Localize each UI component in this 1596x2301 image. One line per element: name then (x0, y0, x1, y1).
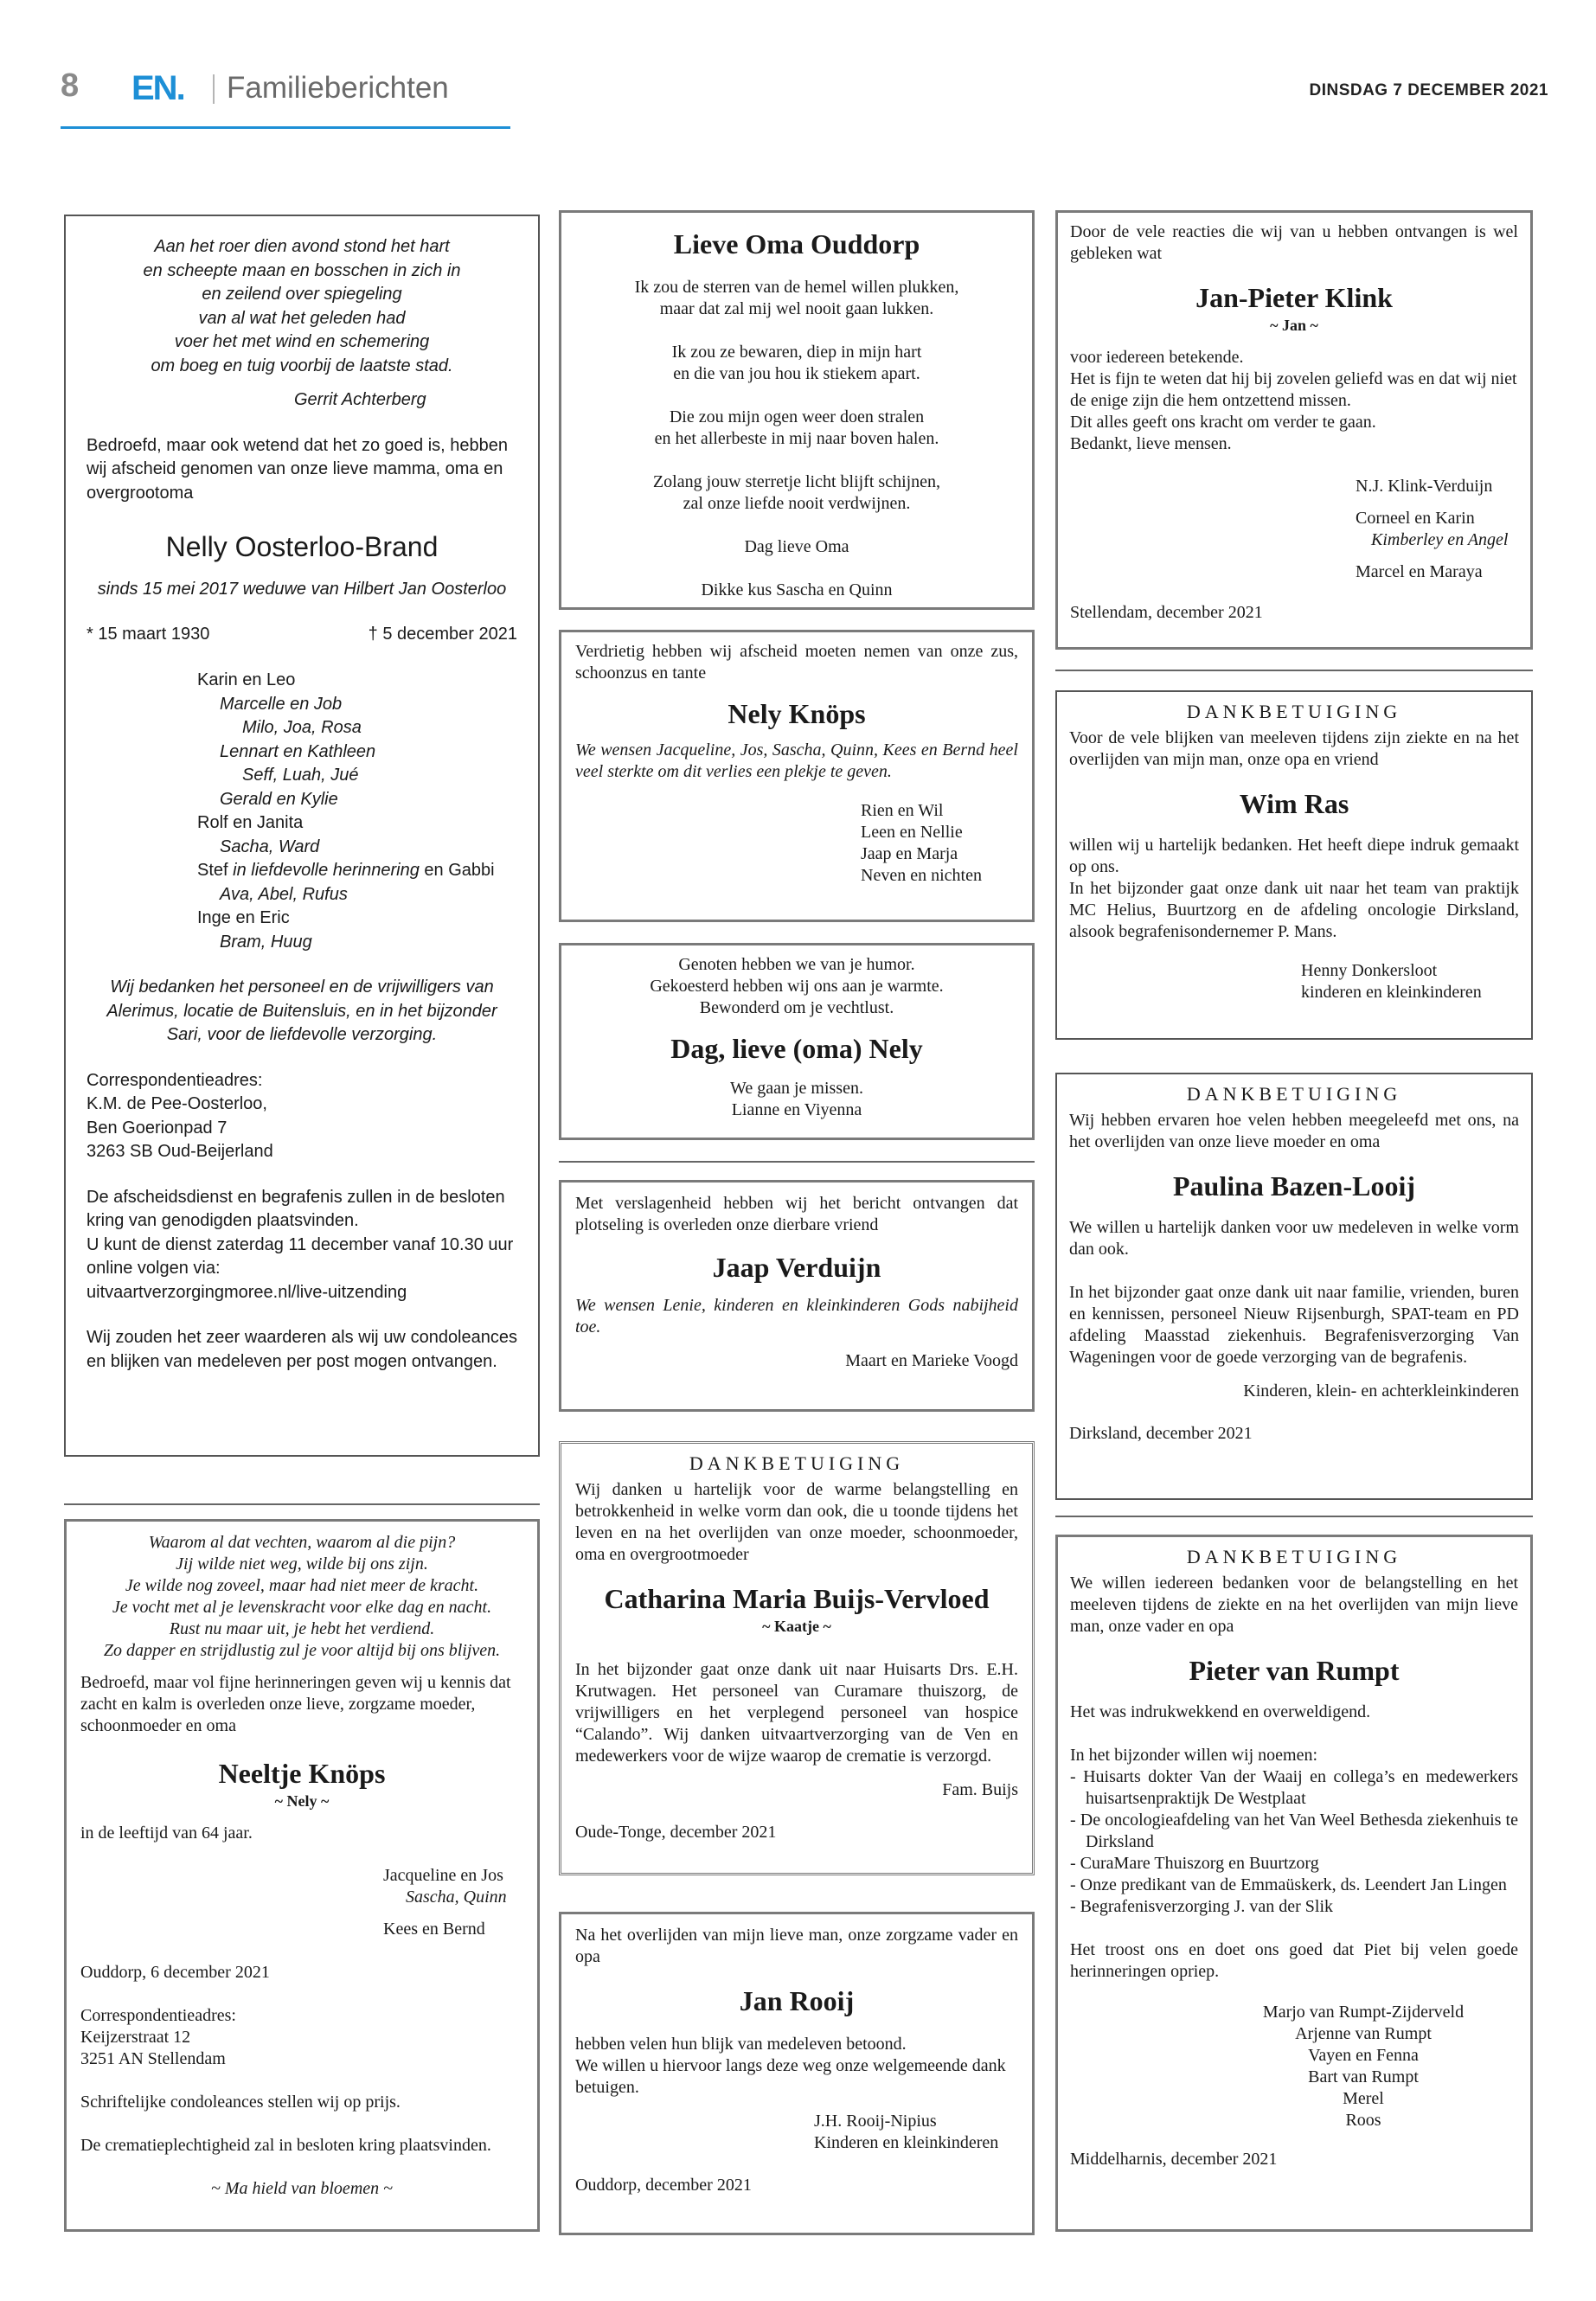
tribute-line: Genoten hebben we van je humor. (678, 955, 915, 974)
family-line: Inge en Eric (197, 908, 290, 927)
signatory: Leen en Nellie (861, 823, 963, 842)
poem-line: Ik zou de sterren van de hemel willen plukken, (634, 278, 959, 297)
notice-nely-knops (559, 630, 1035, 922)
poem-line: om boeg en tuig voorbij de laatste stad. (151, 356, 453, 375)
signatory: Kimberley en Angel (1371, 530, 1509, 549)
signatory: Marjo van Rumpt-Zijderveld (1262, 2003, 1465, 2022)
signature: Fam. Buijs (942, 1780, 1018, 1799)
signatory: Jacqueline en Jos (383, 1866, 503, 1885)
condolence-note: Schriftelijke condoleances stellen wij op prijs. (80, 2093, 401, 2112)
family-line: Milo, Joa, Rosa (242, 718, 362, 737)
deceased-name: Nelly Oosterloo-Brand (165, 531, 439, 562)
signatories (383, 1865, 523, 1940)
signatory: Jaap en Marja (861, 844, 958, 863)
deceased-name: Nely Knöps (727, 698, 866, 729)
tribute-line: Gekoesterd hebben wij ons aan je warmte. (650, 977, 944, 996)
family-line: Seff, Luah, Jué (242, 766, 359, 785)
thanks-body: We willen u hiervoor langs deze weg onze welgemeende dank betuigen. (575, 2056, 1006, 2097)
poet: Gerrit Achterberg (294, 390, 426, 409)
deceased-name: Wim Ras (1239, 788, 1349, 819)
list-intro: In het bijzonder willen wij noemen: (1070, 1746, 1318, 1765)
thanks-body: voor iedereen betekende. (1070, 348, 1244, 367)
tribute-line: Bewonderd om je vechtlust. (699, 998, 894, 1017)
deceased-name: Jaap Verduijn (712, 1252, 881, 1283)
notice-oosterloo (64, 215, 540, 1457)
dankbetuiging-label: DANKBETUIGING (689, 1452, 905, 1474)
signatory: N.J. Klink-Verduijn (1356, 477, 1493, 496)
family-list (197, 669, 517, 954)
poem (80, 1532, 523, 1662)
address-line: 3263 SB Oud-Beijerland (87, 1142, 273, 1161)
notice-title: Dag, lieve (oma) Nely (670, 1033, 923, 1064)
signatories (1301, 960, 1519, 1003)
service-text: De afscheidsdienst en begrafenis zullen in de besloten kring van genodigden plaatsvinden. (87, 1187, 505, 1230)
signatory: Rien en Wil (861, 801, 944, 820)
widow-line: sinds 15 mei 2017 weduwe van Hilbert Jan Oosterloo (97, 580, 507, 599)
deceased-name: Jan Rooij (739, 1985, 855, 2016)
signatories (1208, 2002, 1518, 2131)
signatory: Henny Donkersloot (1301, 961, 1438, 980)
correspondence-address (80, 2005, 523, 2070)
notice-oma-ouddorp (559, 210, 1035, 610)
dankbetuiging-label: DANKBETUIGING (1186, 1546, 1402, 1567)
column-divider (1055, 1516, 1533, 1517)
signatory: Corneel en Karin (1356, 509, 1475, 528)
notice-jan-rooij (559, 1912, 1035, 2235)
signatory: Arjenne van Rumpt (1295, 2024, 1432, 2043)
family-line: Bram, Huug (220, 932, 312, 952)
poem-line: Ik zou ze bewaren, diep in mijn hart (671, 343, 922, 362)
section-title: Familieberichten (227, 71, 449, 105)
family-name: Stef (197, 861, 228, 880)
intro-text: We willen iedereen bedanken voor de belangstelling en het meeleven tijdens de ziekte en na het overlijden van mijn lieve man, onze vader en opa (1070, 1574, 1518, 1636)
family-line (197, 859, 517, 883)
address-line: Ben Goerionpad 7 (87, 1118, 228, 1138)
deceased-name: Paulina Bazen-Looij (1172, 1170, 1415, 1202)
poem-line: Zo dapper en strijdlustig zul je voor altijd bij ons blijven. (103, 1641, 501, 1660)
thanks-body: willen wij u hartelijk bedanken. Het heeft diepe indruk gemaakt op ons. (1069, 836, 1519, 876)
family-line: Ava, Abel, Rufus (220, 884, 348, 904)
nickname: ~ Jan ~ (1270, 317, 1318, 334)
poem-line: Jij wilde niet weg, wilde bij ons zijn. (176, 1554, 428, 1574)
signatory: Bart van Rumpt (1308, 2067, 1419, 2086)
intro-text: Na het overlijden van mijn lieve man, onze zorgzame vader en opa (575, 1926, 1018, 1966)
livestream-link[interactable]: uitvaartverzorgingmoree.nl/live-uitzending (87, 1282, 407, 1302)
notice-wim-ras (1055, 690, 1533, 1040)
en-logo[interactable]: EN. (131, 69, 184, 107)
list-item: - Onze predikant van de Emmaüskerk, ds. Leendert Jan Lingen (1070, 1875, 1507, 1894)
thanks-body: Het is fijn te weten dat hij bij zovelen geliefd was en dat wij niet de enige zijn die hem ontzettend missen. (1070, 369, 1517, 410)
deceased-name: Catharina Maria Buijs-Vervloed (604, 1583, 990, 1614)
signatory: Sascha, Quinn (406, 1888, 507, 1907)
thanks-body: In het bijzonder gaat onze dank uit naar Huisarts Drs. E.H. Krutwagen. Het personeel van Curamare thuiszorg, de vrijwilligers en het verplegend personeel van hospice “Calando”. Wij danken uitvaartverzorging van de Ven en medewerkers voor de wijze waarop de crematie is verzorgd. (575, 1660, 1018, 1766)
dankbetuiging-label: DANKBETUIGING (1186, 1083, 1402, 1105)
address-line: Correspondentieadres: (87, 1070, 263, 1090)
signatories (1356, 476, 1518, 583)
dates-row (87, 623, 517, 647)
deceased-name: Neeltje Knöps (218, 1758, 386, 1789)
place-date: Dirksland, december 2021 (1069, 1424, 1253, 1443)
motto: ~ Ma hield van bloemen ~ (211, 2179, 393, 2198)
notice-paulina-bazen-looij (1055, 1073, 1533, 1500)
thanks-text: Wij bedanken het personeel en de vrijwilligers van Alerimus, locatie de Buitensluis, en in het bijzonder Sari, voor de liefdevolle verzorging. (106, 977, 497, 1044)
family-line: Lennart en Kathleen (220, 741, 376, 761)
nickname: ~ Nely ~ (274, 1792, 330, 1810)
impressed-line: Het was indrukwekkend en overweldigend. (1070, 1702, 1371, 1721)
family-line: Sacha, Ward (220, 836, 320, 856)
notice-neeltje (64, 1519, 540, 2232)
thanks-list (1070, 1766, 1518, 1918)
signature: Lianne en Viyenna (731, 1100, 862, 1119)
address-line: 3251 AN Stellendam (80, 2049, 226, 2068)
poem-line: Je wilde nog zoveel, maar had niet meer de kracht. (125, 1576, 479, 1595)
header-divider (213, 74, 215, 104)
poem-line: zal onze liefde nooit verdwijnen. (683, 494, 911, 513)
signatory: Marcel en Maraya (1356, 562, 1483, 581)
intro-text: Wij hebben ervaren hoe velen hebben meegeleefd met ons, na het overlijden van onze lieve moeder en oma (1069, 1111, 1519, 1151)
place-date: Middelharnis, december 2021 (1070, 2150, 1278, 2169)
notice-title: Lieve Oma Ouddorp (673, 228, 920, 260)
thanks-body: Dit alles geeft ons kracht om verder te gaan. (1070, 413, 1376, 432)
list-item: - CuraMare Thuiszorg en Buurtzorg (1070, 1854, 1319, 1873)
poem-line: Rust nu maar uit, je hebt het verdiend. (169, 1619, 435, 1638)
poem (87, 235, 517, 378)
poem-line: maar dat zal mij wel nooit gaan lukken. (659, 299, 934, 318)
poem-line: Aan het roer dien avond stond het hart (154, 237, 450, 256)
signature: Maart en Marieke Voogd (845, 1351, 1018, 1370)
poem-line: Waarom al dat vechten, waarom al die pijn? (148, 1533, 456, 1552)
family-line: Karin en Leo (197, 670, 296, 689)
signatories (814, 2111, 1018, 2154)
service-text: U kunt de dienst zaterdag 11 december vanaf 10.30 uur online volgen via: (87, 1234, 514, 1278)
poem-line: voer het met wind en schemering (174, 332, 430, 351)
dankbetuiging-label: DANKBETUIGING (1186, 701, 1402, 722)
notice-jaap-verduijn (559, 1180, 1035, 1412)
issue-date: DINSDAG 7 DECEMBER 2021 (1309, 81, 1548, 99)
address-line: Keijzerstraat 12 (80, 2028, 191, 2047)
signatory: J.H. Rooij-Nipius (814, 2112, 937, 2131)
place-date: Ouddorp, december 2021 (575, 2176, 752, 2195)
notice-catharina (559, 1441, 1035, 1875)
nickname: ~ Kaatje ~ (762, 1618, 831, 1635)
thanks-body: Bedankt, lieve mensen. (1070, 434, 1232, 453)
place-date: Ouddorp, 6 december 2021 (80, 1963, 270, 1982)
signatory: Kinderen en kleinkinderen (814, 2133, 999, 2152)
address-line: Correspondentieadres: (80, 2006, 236, 2025)
poem-line: en die van jou hou ik stiekem apart. (673, 364, 920, 383)
place-date: Stellendam, december 2021 (1070, 603, 1263, 622)
intro-text: Voor de vele blijken van meeleven tijdens zijn ziekte en na het overlijden van mijn man, onze opa en vriend (1069, 728, 1519, 769)
signatory: Merel (1343, 2089, 1384, 2108)
poem-line: Je vocht met al je levenskracht voor elke dag en nacht. (112, 1598, 492, 1617)
miss-line: We gaan je missen. (730, 1079, 863, 1098)
page-number: 8 (61, 67, 80, 104)
intro-text: Bedroefd, maar vol fijne herinneringen geven wij u kennis dat zacht en kalm is overleden onze lieve, zorgzame moeder, schoonmoeder en oma (80, 1673, 511, 1735)
list-item: - Huisarts dokter Van der Waaij en collega’s en medewerkers huisartsenpraktijk De Westplaat (1070, 1767, 1518, 1808)
intro-text: Bedroefd, maar ook wetend dat het zo goed is, hebben wij afscheid genomen van onze lieve mamma, oma en overgrootoma (87, 435, 509, 503)
thanks-body: We willen u hartelijk danken voor uw medeleven in welke vorm dan ook. (1069, 1218, 1519, 1259)
page-header (61, 67, 1548, 111)
memorial-note: in liefdevolle herinnering (233, 861, 420, 880)
birth-date: * 15 maart 1930 (87, 624, 210, 644)
signature: Dikke kus Sascha en Quinn (701, 580, 893, 599)
signatory: Kees en Bernd (383, 1920, 485, 1939)
address-line: K.M. de Pee-Oosterloo, (87, 1094, 267, 1113)
column-divider (1055, 670, 1533, 671)
family-line: Marcelle en Job (220, 694, 343, 714)
poem-line: en het allerbeste in mij naar boven halen. (654, 429, 939, 448)
column-divider (64, 1503, 540, 1505)
signatories (861, 800, 1018, 887)
family-line: Gerald en Kylie (220, 789, 338, 809)
poem-line: Die zou mijn ogen weer doen stralen (669, 407, 925, 426)
header-rule (61, 126, 510, 129)
signatory: kinderen en kleinkinderen (1301, 983, 1482, 1002)
thanks-body: hebben velen hun blijk van medeleven betoond. (575, 2035, 907, 2054)
poem-line: van al wat het geleden had (198, 308, 406, 328)
family-line: Rolf en Janita (197, 813, 304, 832)
comfort-text: Het troost ons en doet ons goed dat Piet bij velen goede herinneringen opriep. (1070, 1940, 1518, 1981)
family-name: en Gabbi (424, 861, 495, 880)
notice-dag-lieve-oma-nely (559, 943, 1035, 1140)
intro-text: Door de vele reacties die wij van u hebben ontvangen is wel gebleken wat (1070, 222, 1518, 263)
poem-line: en zeilend over spiegeling (202, 285, 402, 304)
closing-text: Wij zouden het zeer waarderen als wij uw condoleances en blijken van medeleven per post mogen ontvangen. (87, 1328, 517, 1371)
cremation-note: De crematieplechtigheid zal in besloten kring plaatsvinden. (80, 2136, 491, 2155)
signatory: Roos (1345, 2111, 1381, 2130)
correspondence-address (87, 1069, 517, 1164)
signatory: Vayen en Fenna (1308, 2046, 1419, 2065)
wish-text: We wensen Jacqueline, Jos, Sascha, Quinn, Kees en Bernd heel veel sterkte om dit verlies een plekje te geven. (575, 740, 1018, 781)
death-date: † 5 december 2021 (368, 624, 517, 644)
place-date: Oude-Tonge, december 2021 (575, 1823, 777, 1842)
intro-text: Wij danken u hartelijk voor de warme belangstelling en betrokkenheid in welke vorm dan ook, die u toonde tijdens het leven en na het overlijden van onze moeder, schoonmoeder, oma en overgrootmoeder (575, 1480, 1018, 1564)
column-divider (559, 1161, 1035, 1163)
list-item: - Begrafenisverzorging J. van der Slik (1070, 1897, 1333, 1916)
thanks-body: In het bijzonder gaat onze dank uit naar het team van praktijk MC Helius, Buurtzorg en de afdeling oncologie Dirksland, alsook begrafenisondernemer P. Mans. (1069, 879, 1519, 941)
poem-line: Zolang jouw sterretje licht blijft schijnen, (652, 472, 941, 491)
poem-line: en scheepte maan en bosschen in zich in (143, 260, 461, 280)
notice-jan-pieter-klink (1055, 210, 1533, 650)
wish-text: We wensen Lenie, kinderen en kleinkinderen Gods nabijheid toe. (575, 1296, 1018, 1336)
intro-text: Verdrietig hebben wij afscheid moeten nemen van onze zus, schoonzus en tante (575, 642, 1018, 683)
deceased-name: Pieter van Rumpt (1189, 1655, 1400, 1686)
farewell-line: Dag lieve Oma (744, 537, 849, 556)
age-line: in de leeftijd van 64 jaar. (80, 1823, 253, 1843)
thanks-body: In het bijzonder gaat onze dank uit naar familie, vrienden, buren en kennissen, personeel Nieuw Rijsenburgh, SPAT-team en PD afdeling Maasstad ziekenhuis. Begrafenisverzorging Van Wageningen voor de goede verzorging van de begrafenis. (1069, 1283, 1519, 1367)
signatory: Neven en nichten (861, 866, 982, 885)
signature: Kinderen, klein- en achterkleinkinderen (1243, 1381, 1519, 1400)
deceased-name: Jan-Pieter Klink (1195, 282, 1393, 313)
intro-text: Met verslagenheid hebben wij het bericht ontvangen dat plotseling is overleden onze dierbare vriend (575, 1194, 1018, 1234)
notice-pieter-van-rumpt (1055, 1535, 1533, 2232)
list-item: - De oncologieafdeling van het Van Weel Bethesda ziekenhuis te Dirksland (1070, 1811, 1518, 1851)
